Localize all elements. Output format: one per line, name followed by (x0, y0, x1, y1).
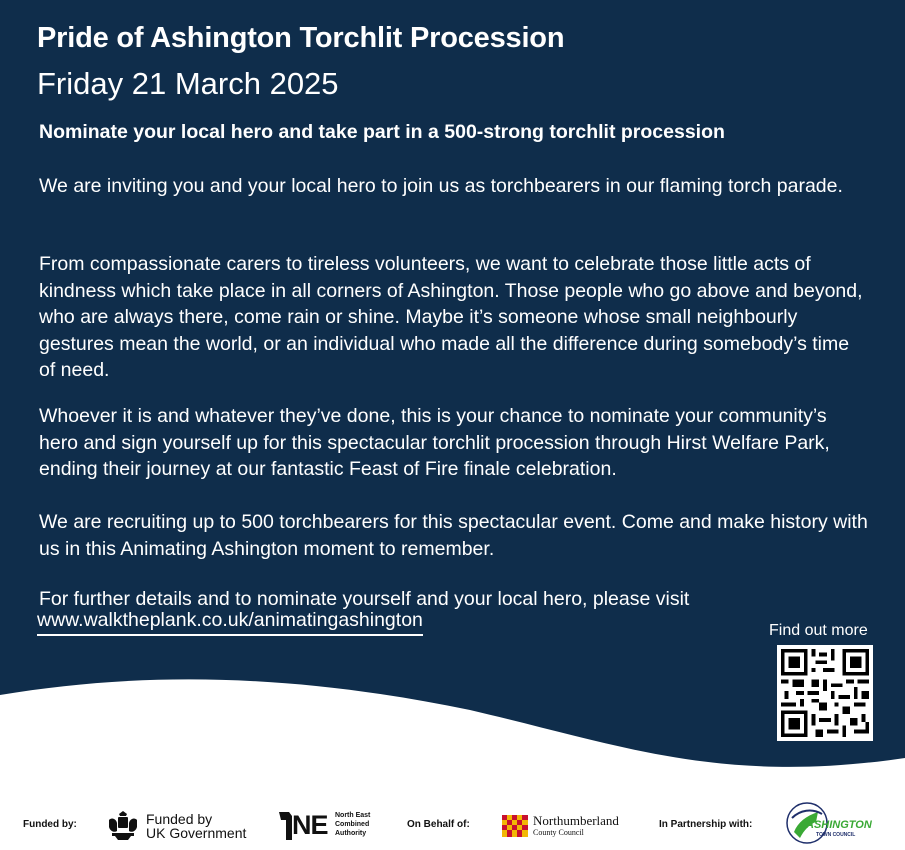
ne-line2: Combined (335, 821, 370, 828)
page-title: Pride of Ashington Torchlit Procession (37, 22, 565, 54)
subheading: Nominate your local hero and take part in a 500-strong torchlit procession (39, 121, 725, 143)
ashington-line2: TOWN COUNCIL (816, 832, 856, 838)
uk-gov-line2: UK Government (146, 825, 247, 841)
qr-label: Find out more (769, 622, 868, 639)
paragraph-details: For further details and to nominate yourself and your local hero, please visit (39, 588, 690, 610)
ashington-line1: ASHINGTON (806, 819, 872, 831)
paragraph-invite: We are inviting you and your local hero to join us as torchbearers in our flaming torch parade. (39, 175, 843, 197)
uk-government-logo (106, 811, 256, 843)
partnership-label: In Partnership with: (659, 819, 753, 830)
paragraph-nominate: Whoever it is and whatever they’ve done, this is your chance to nominate your community’s hero and sign yourself up for this spectacular torchlit procession through Hirst Welfare Park, ending their journey at our fantastic Feast of Fire finale celebration. (39, 405, 830, 480)
northumberland-line2: County Council (533, 828, 584, 837)
paragraph-recruiting: We are recruiting up to 500 torchbearers for this spectacular event. Come and make history with us in this Animating Ashington moment to remember. (39, 511, 868, 560)
ne-line1: North East (335, 812, 371, 819)
ne-combined-authority-logo (279, 810, 389, 842)
on-behalf-label: On Behalf of: (407, 819, 470, 830)
northumberland-logo (502, 811, 637, 841)
funded-by-label: Funded by: (23, 819, 77, 830)
qr-code[interactable] (777, 645, 873, 741)
website-link[interactable]: www.walktheplank.co.uk/animatingashington (37, 609, 423, 636)
uk-gov-line1: Funded by (146, 811, 213, 827)
paragraph-celebrate: From compassionate carers to tireless volunteers, we want to celebrate those little acts of kindness which take place in all corners of Ashington. Those people who go above and beyond, who are always there, come rain or shine. Maybe it’s someone whose small neighbourly gestures mean the world, or an individual who made all the difference during somebody’s time of need. (39, 253, 863, 381)
wave-divider (0, 650, 905, 810)
ne-arrow-icon (279, 812, 293, 840)
event-date: Friday 21 March 2025 (37, 66, 339, 101)
ne-line3: Authority (335, 830, 367, 837)
northumberland-crest-icon (502, 815, 528, 837)
ashington-town-council-logo (786, 802, 882, 846)
ne-mark: NE (292, 810, 328, 840)
royal-crest-icon (106, 811, 140, 841)
northumberland-line1: Northumberland (533, 813, 619, 828)
qr-code-icon (777, 645, 873, 741)
